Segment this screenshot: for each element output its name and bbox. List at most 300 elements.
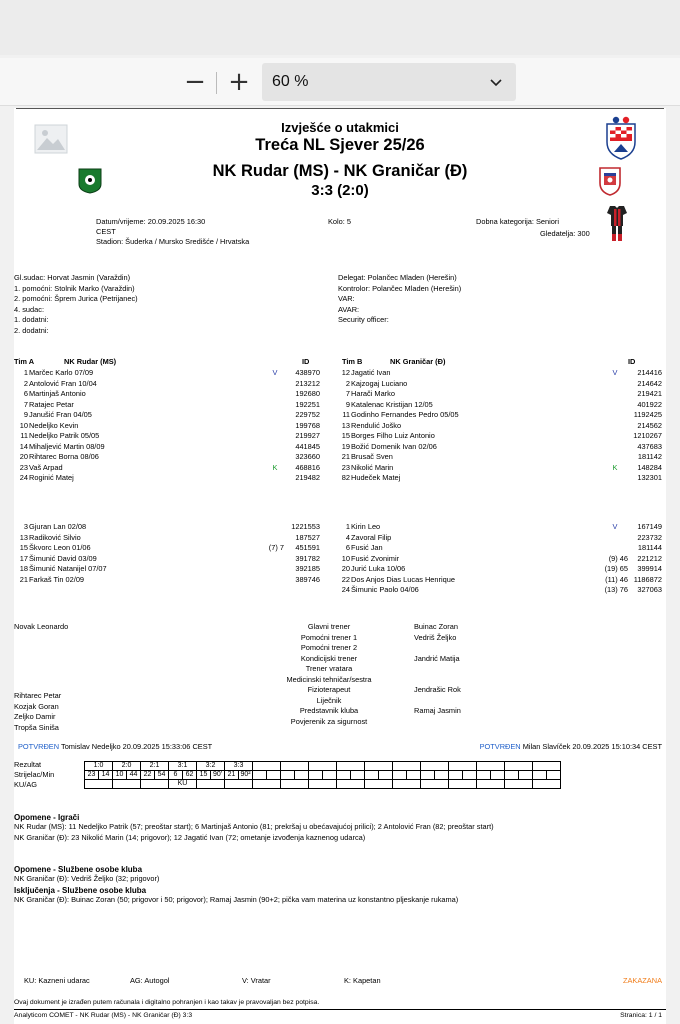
- scorer-cell: 22: [141, 771, 155, 780]
- competition-title: Treća NL Sjever 25/26: [255, 136, 425, 154]
- ku-ag-cell: [393, 780, 421, 789]
- player-row: [336, 452, 662, 463]
- player-role-marker: V: [612, 522, 618, 531]
- scorer-cell: [393, 771, 407, 780]
- ku-ag-cell: KU: [169, 780, 197, 789]
- player-row: [336, 431, 662, 442]
- player-name: Godinho Fernandes Pedro 05/05: [351, 410, 459, 419]
- team-b-starters: [336, 368, 662, 484]
- player-number: 6: [345, 543, 350, 552]
- ku-ag-cell: [113, 780, 141, 789]
- footer-divider: [14, 1009, 666, 1010]
- player-id: 187527: [295, 532, 320, 542]
- player-id: 213212: [295, 378, 320, 388]
- pdf-page: [14, 108, 666, 1024]
- player-row: [336, 421, 662, 432]
- player-number: 11: [342, 410, 350, 419]
- player-id: 192251: [295, 399, 320, 409]
- staff-left-list: [14, 691, 61, 733]
- staff-name: [414, 643, 461, 654]
- player-number: 3: [23, 522, 28, 531]
- scorer-cell: 21: [225, 771, 239, 780]
- player-role-marker: K: [612, 462, 618, 472]
- score-cell: 3:2: [197, 762, 225, 771]
- ku-ag-row: [85, 780, 561, 789]
- match-timezone: CEST: [96, 227, 116, 236]
- player-number: 1: [345, 522, 350, 531]
- official-exclusions-title: Isključenja - Službene osobe kluba: [14, 886, 147, 895]
- player-number: 10: [19, 420, 28, 430]
- official-line: AVAR:: [338, 304, 360, 314]
- score-cell: [365, 762, 393, 771]
- player-sub-info: (19) 65: [604, 564, 628, 573]
- score-cell: [253, 762, 281, 771]
- scorer-cell: [519, 771, 533, 780]
- player-row: [14, 473, 320, 484]
- player-cautions: [14, 822, 494, 843]
- player-name: Kajzogaj Luciano: [351, 378, 408, 388]
- player-row: [336, 379, 662, 390]
- player-name: Farkaš Tin 02/09: [29, 574, 85, 584]
- official-line: 1. dodatni:: [14, 315, 49, 324]
- match-round: Kolo: 5: [328, 217, 352, 226]
- staff-role: Fizioterapeut: [307, 685, 351, 694]
- player-row: [336, 575, 662, 586]
- staff-right-list: [414, 622, 461, 727]
- staff-name: Ramaj Jasmin: [414, 706, 461, 715]
- score-cell: [281, 762, 309, 771]
- player-number: 14: [19, 441, 28, 451]
- player-id: 192680: [295, 389, 320, 398]
- player-row: [336, 442, 662, 453]
- player-id: 441845: [295, 441, 320, 451]
- official-line: Security officer:: [338, 315, 389, 324]
- ku-ag-cell: [505, 780, 533, 789]
- score-cell: 2:0: [113, 762, 141, 771]
- scorer-cell: [491, 771, 505, 780]
- scorer-cell: 23: [85, 771, 99, 780]
- caution-line: NK Rudar (MS): 11 Nedeljko Patrik (57; preoštar start); 6 Martinjaš Antonio (81; prekršaj u obećavajućoj prilici); 2 Antolović Fran (82; preoštar start): [14, 822, 494, 831]
- result-label: Rezultat: [14, 760, 42, 769]
- staff-name: Buinac Zoran: [414, 622, 458, 631]
- confirmation-text: Tomislav Nedeljko 20.09.2025 15:33:06 CEST: [61, 742, 213, 751]
- staff-role: Trener vratara: [305, 664, 353, 673]
- player-number: 13: [19, 532, 28, 542]
- player-row: [14, 554, 320, 565]
- staff-role: Povjerenik za sigurnost: [290, 716, 368, 726]
- player-number: 9: [345, 399, 350, 409]
- player-number: 4: [345, 532, 350, 542]
- player-name: Rihtarec Borna 08/06: [29, 452, 99, 461]
- confirmed-badge: POTVRĐEN: [479, 742, 521, 751]
- staff-role: Pomoćni trener 1: [300, 632, 358, 642]
- scorer-cell: 10: [113, 771, 127, 780]
- ku-ag-cell: [477, 780, 505, 789]
- player-id: 219482: [295, 473, 320, 482]
- player-number: 7: [23, 399, 28, 409]
- player-number: 21: [341, 452, 350, 461]
- browser-tab-strip: [0, 0, 680, 55]
- player-row: [336, 564, 662, 575]
- ku-ag-cell: [85, 780, 113, 789]
- score-cell: [421, 762, 449, 771]
- staff-name: [414, 675, 461, 686]
- player-id: 437683: [637, 441, 662, 451]
- scorer-cell: [435, 771, 449, 780]
- official-exclusion-line: NK Graničar (Đ): Buinac Zoran (50; prigovor i 50; prigovor); Ramaj Jasmin (90+2; pička vam materina uz konstantno pljeskanje rukama): [14, 895, 459, 904]
- legend-k: K: Kapetan: [344, 976, 381, 985]
- ku-ag-cell: [141, 780, 169, 789]
- scorer-cell: [449, 771, 463, 780]
- zoom-out-button[interactable]: −: [184, 67, 206, 97]
- staff-name: Rihtarec Petar: [14, 691, 62, 700]
- score-cell: [309, 762, 337, 771]
- player-number: 2: [345, 378, 350, 388]
- result-label: Strijelac/Min: [14, 770, 55, 779]
- team-b-name: NK Graničar (Đ): [390, 357, 446, 366]
- player-id: 199768: [295, 420, 320, 430]
- player-sub-info: (7) 7: [268, 543, 284, 552]
- scorer-cell: [267, 771, 281, 780]
- score-cell: [477, 762, 505, 771]
- player-row: [14, 564, 320, 575]
- official-cautions-title: Opomene - Službene osobe kluba: [14, 865, 143, 874]
- staff-name: Vedriš Željko: [414, 632, 457, 642]
- delegates-list: [338, 273, 461, 326]
- player-row: [14, 522, 320, 533]
- player-name: Gjuran Lan 02/08: [29, 522, 87, 531]
- player-id: 392185: [295, 564, 320, 573]
- score-cell: [337, 762, 365, 771]
- player-name: Šimunić David 03/09: [29, 553, 97, 563]
- scorer-cell: 90²: [240, 771, 251, 778]
- player-id: 148284: [637, 462, 662, 472]
- zoom-value: 60 %: [272, 73, 309, 90]
- staff-name: Zeljko Damir: [14, 712, 56, 721]
- team-a-starters: [14, 368, 320, 484]
- footer-source: Analyticom COMET - NK Rudar (MS) - NK Graničar (Đ) 3:3: [14, 1012, 193, 1019]
- ku-ag-cell: [253, 780, 281, 789]
- ku-ag-cell: [309, 780, 337, 789]
- player-number: 17: [19, 553, 28, 563]
- player-id: 1186872: [633, 574, 662, 584]
- player-name: Škvorc Leon 01/06: [29, 543, 91, 552]
- score-cell: 3:1: [169, 762, 197, 771]
- player-id: 438970: [295, 368, 320, 377]
- confirmation-home: [18, 742, 212, 753]
- team-a-id-header: ID: [302, 357, 310, 366]
- player-role-marker: V: [612, 368, 618, 377]
- player-number: 18: [19, 564, 28, 573]
- result-row-labels: [14, 760, 54, 790]
- referees-list: [14, 273, 138, 336]
- player-id: 167149: [637, 522, 662, 531]
- player-row: [14, 543, 320, 554]
- player-name: Mihaljević Martin 08/09: [29, 441, 105, 451]
- player-number: 22: [341, 574, 350, 584]
- ku-ag-cell: [365, 780, 393, 789]
- scorer-cell: 14: [99, 771, 113, 780]
- result-label: KU/AG: [14, 780, 37, 789]
- player-cautions-title: Opomene - Igrači: [14, 813, 80, 822]
- results-grid: [84, 761, 561, 789]
- player-number: 15: [341, 431, 350, 440]
- page-edge-line: [16, 108, 664, 109]
- player-row: [14, 410, 320, 421]
- player-number: 12: [341, 368, 350, 377]
- ku-ag-cell: [337, 780, 365, 789]
- player-role-marker: K: [272, 462, 278, 472]
- staff-role: Medicinski tehničar/sestra: [286, 674, 372, 684]
- legend-ku: KU: Kazneni udarac: [24, 976, 90, 985]
- staff-role: Predstavnik kluba: [299, 706, 359, 715]
- player-name: Radiković Silvio: [29, 532, 81, 542]
- scorer-cell: [421, 771, 435, 780]
- staff-role: Kondicijski trener: [300, 653, 358, 663]
- scorer-cell: [337, 771, 351, 780]
- player-row: [336, 389, 662, 400]
- player-id: 214562: [637, 420, 662, 430]
- player-sub-info: (11) 46: [605, 574, 628, 584]
- player-id: 401922: [637, 399, 662, 409]
- player-name: Brusač Sven: [351, 452, 393, 461]
- staff-name: Jandrić Matija: [414, 653, 460, 663]
- player-row: [336, 533, 662, 544]
- score-row: [85, 762, 561, 771]
- player-number: 20: [19, 452, 28, 461]
- scorer-cell: [323, 771, 337, 780]
- player-id: 323660: [295, 452, 320, 461]
- player-id: 181142: [637, 452, 662, 461]
- player-number: 9: [23, 410, 28, 419]
- confirmation-text: Milan Slavíček 20.09.2025 15:10:34 CEST: [522, 742, 662, 751]
- scorer-cell: [365, 771, 379, 780]
- staff-name: [414, 696, 461, 707]
- player-name: Fusić Zvonimir: [351, 553, 400, 563]
- match-status-badge: ZAKAZANA: [622, 976, 662, 985]
- player-name: Nedeljko Kevin: [29, 420, 79, 430]
- player-row: [336, 463, 662, 474]
- player-name: Rendulić Joško: [351, 420, 402, 430]
- legend-ag: AG: Autogol: [130, 976, 170, 985]
- official-line: VAR:: [338, 294, 355, 303]
- score-cell: 1:0: [85, 762, 113, 771]
- player-id: 221212: [637, 553, 662, 563]
- scorer-cell: [295, 771, 309, 780]
- staff-name: Kozjak Goran: [14, 701, 59, 711]
- player-row: [14, 368, 320, 379]
- player-number: 24: [19, 473, 28, 482]
- confirmed-badge: POTVRĐEN: [18, 742, 60, 751]
- player-row: [336, 543, 662, 554]
- ku-ag-cell: [449, 780, 477, 789]
- player-name: Ratajec Petar: [29, 399, 74, 409]
- player-id: 219421: [637, 389, 662, 398]
- player-row: [14, 463, 320, 474]
- confirmation-away: [480, 742, 662, 753]
- player-row: [14, 379, 320, 390]
- chevron-down-icon: [490, 63, 502, 101]
- scorer-cell: [463, 771, 477, 780]
- player-row: [14, 431, 320, 442]
- staff-role: Pomoćni trener 2: [300, 643, 358, 652]
- legend-v: V: Vratar: [242, 976, 271, 985]
- player-name: Borges Filho Luiz Antonio: [351, 431, 435, 440]
- player-id: 181144: [637, 543, 662, 552]
- footer-page-number: Stranica: 1 / 1: [620, 1012, 662, 1019]
- official-line: Kontrolor: Polančec Mladen (Herešin): [338, 283, 462, 293]
- player-name: Zavoral Filip: [351, 532, 392, 542]
- scorer-row: [85, 771, 561, 780]
- player-row: [336, 400, 662, 411]
- zoom-in-button[interactable]: +: [228, 67, 250, 97]
- player-number: 24: [341, 585, 350, 594]
- player-number: 23: [19, 462, 28, 472]
- player-id: 219927: [295, 431, 320, 440]
- player-number: 2: [23, 378, 28, 388]
- staff-head-coach-a: Novak Leonardo: [14, 622, 69, 631]
- player-name: Nedeljko Patrik 05/05: [29, 431, 100, 440]
- player-row: [336, 473, 662, 484]
- player-id: 223732: [637, 532, 662, 542]
- player-name: Šimunić Natanijel 07/07: [29, 564, 107, 573]
- player-sub-info: (9) 46: [608, 553, 628, 563]
- staff-role: Liječnik: [316, 695, 342, 705]
- match-score: 3:3 (2:0): [311, 182, 369, 199]
- scorer-cell: [253, 771, 267, 780]
- player-id: 1221553: [291, 522, 320, 531]
- player-name: Roginić Matej: [29, 473, 74, 482]
- official-line: Gl.sudac: Horvat Jasmin (Varaždin): [14, 273, 131, 282]
- score-cell: [449, 762, 477, 771]
- player-name: Dos Anjos Dias Lucas Henrique: [351, 574, 455, 584]
- player-name: Božić Domenik Ivan 02/06: [351, 441, 437, 451]
- player-number: 19: [341, 441, 350, 451]
- player-row: [14, 442, 320, 453]
- player-row: [14, 421, 320, 432]
- official-line: Delegat: Polančec Mladen (Herešin): [338, 273, 457, 282]
- team-a-name: NK Rudar (MS): [64, 357, 117, 366]
- player-id: 214642: [637, 378, 662, 388]
- score-cell: [533, 762, 561, 771]
- player-name: Šimunic Paolo 04/06: [351, 585, 419, 594]
- player-id: 327063: [637, 585, 662, 594]
- player-row: [336, 368, 662, 379]
- player-number: 21: [19, 574, 28, 584]
- scorer-cell: 6: [169, 771, 183, 780]
- player-id: 468816: [295, 462, 320, 472]
- player-name: Vaš Arpad: [29, 462, 63, 472]
- scorer-cell: [547, 771, 561, 780]
- player-number: 23: [341, 462, 350, 472]
- player-number: 7: [345, 389, 350, 398]
- player-name: Hudeček Matej: [351, 473, 401, 482]
- score-cell: 2:1: [141, 762, 169, 771]
- caution-line: NK Graničar (Đ): 23 Nikolić Marin (14; prigovor); 12 Jagatić Ivan (72; ometanje izvođenja kaznenog udarca): [14, 832, 366, 842]
- scorer-cell: 15: [197, 771, 211, 780]
- team-b-substitutes: [336, 522, 662, 596]
- player-name: Marčec Karlo 07/09: [29, 368, 94, 377]
- player-name: Katalenac Kristijan 12/05: [351, 399, 433, 409]
- player-number: 6: [23, 389, 28, 398]
- player-number: 10: [341, 553, 350, 563]
- player-id: 229752: [295, 410, 320, 419]
- player-number: 13: [341, 420, 350, 430]
- scorer-cell: [379, 771, 393, 780]
- ku-ag-cell: [197, 780, 225, 789]
- scorer-cell: [407, 771, 421, 780]
- ku-ag-cell: [225, 780, 253, 789]
- official-line: 4. sudac:: [14, 304, 44, 314]
- scorer-cell: [309, 771, 323, 780]
- player-id: 1192425: [633, 410, 662, 419]
- match-title: NK Rudar (MS) - NK Graničar (Đ): [212, 162, 468, 180]
- footer-disclaimer: Ovaj dokument je izrađen putem računala i digitalno pohranjen i kao takav je pravovaljan bez potpisa.: [14, 999, 320, 1006]
- player-id: 132301: [637, 473, 662, 482]
- player-name: Jurić Luka 10/06: [351, 564, 406, 573]
- scorer-cell: [505, 771, 519, 780]
- report-title: Izvješće o utakmici: [281, 120, 399, 135]
- player-number: 82: [341, 473, 350, 482]
- player-number: 20: [341, 564, 350, 573]
- player-name: Harači Marko: [351, 389, 395, 398]
- player-id: 451591: [295, 543, 320, 552]
- player-number: 15: [19, 543, 28, 552]
- player-sub-info: (13) 76: [604, 585, 628, 594]
- scorer-cell: 90': [211, 771, 225, 780]
- player-row: [14, 575, 320, 586]
- player-row: [14, 533, 320, 544]
- player-id: 389746: [295, 574, 320, 584]
- score-cell: 3:3: [225, 762, 253, 771]
- ku-ag-cell: [421, 780, 449, 789]
- scorer-cell: [477, 771, 491, 780]
- staff-name: [414, 717, 461, 728]
- player-row: [336, 585, 662, 596]
- toolbar-divider: [216, 72, 217, 94]
- attendance: Gledatelja: 300: [540, 229, 590, 238]
- player-row: [14, 389, 320, 400]
- player-name: Janušić Fran 04/05: [29, 410, 92, 419]
- staff-roles: [254, 622, 404, 727]
- staff-name: [414, 664, 461, 675]
- player-name: Jagatić Ivan: [351, 368, 391, 377]
- staff-name: Jendrašic Rok: [414, 685, 461, 694]
- official-line: 1. pomoćni: Stolnik Marko (Varaždin): [14, 283, 135, 293]
- player-row: [14, 400, 320, 411]
- scorer-cell: 44: [127, 771, 141, 780]
- player-row: [336, 522, 662, 533]
- player-name: Fusić Jan: [351, 543, 383, 552]
- scorer-cell: [533, 771, 547, 780]
- match-datetime: Datum/vrijeme: 20.09.2025 16:30: [96, 217, 206, 226]
- team-b-id-header: ID: [628, 357, 636, 366]
- player-row: [336, 410, 662, 421]
- player-number: 1: [23, 368, 28, 377]
- ku-ag-cell: [533, 780, 561, 789]
- score-cell: [393, 762, 421, 771]
- player-id: 214416: [637, 368, 662, 377]
- zoom-select[interactable]: [262, 63, 516, 101]
- staff-name: Tropša Siniša: [14, 722, 59, 732]
- scorer-cell: [281, 771, 295, 780]
- scorer-cell: 54: [155, 771, 169, 780]
- player-role-marker: V: [272, 368, 278, 377]
- scorer-cell: 62: [183, 771, 197, 780]
- player-name: Kirin Leo: [351, 522, 381, 531]
- team-a-substitutes: [14, 522, 320, 585]
- player-id: 1210267: [633, 431, 662, 440]
